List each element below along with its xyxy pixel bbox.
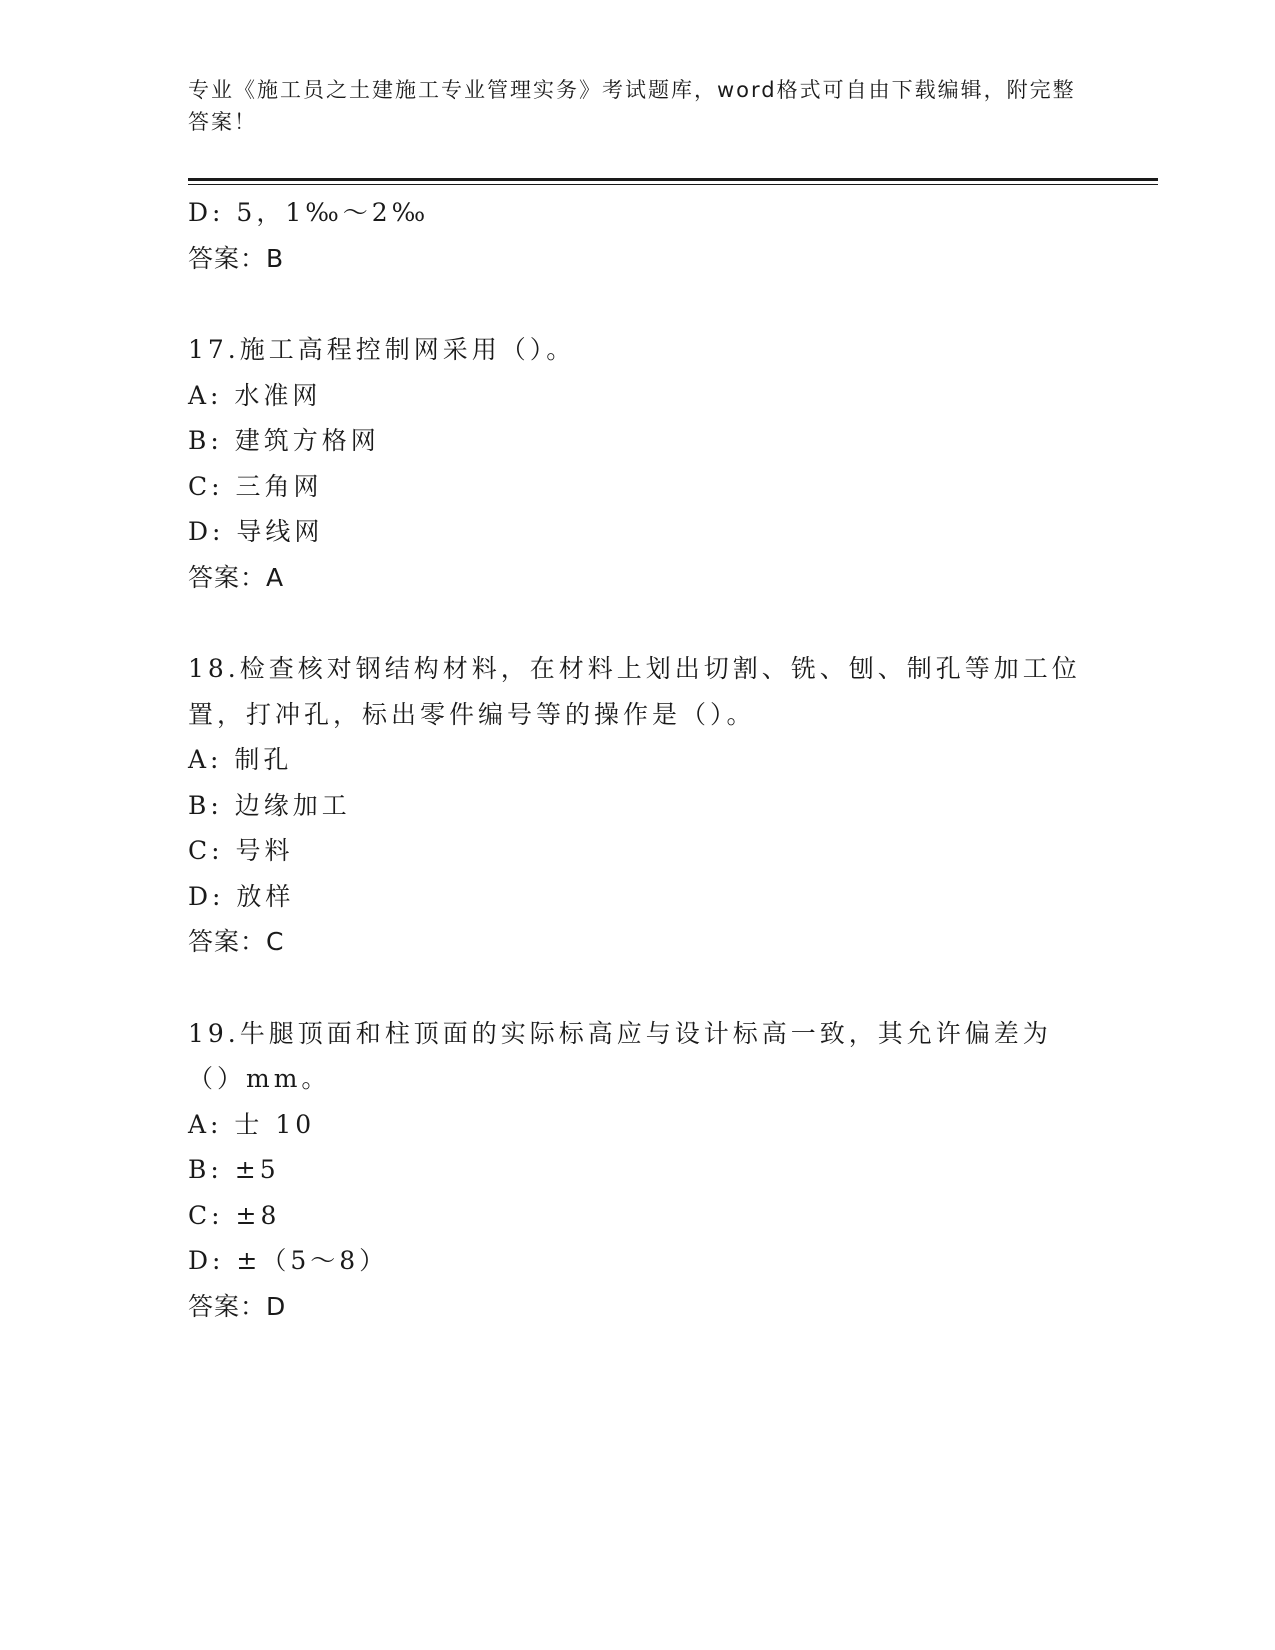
spacer <box>188 965 1088 1011</box>
option-a: A: 水准网 <box>188 380 322 410</box>
header-divider-thick <box>188 178 1158 181</box>
answer-text: 答案：D <box>188 1291 287 1321</box>
option-d: D: 5，1‰～2‰ <box>188 198 430 227</box>
option-c: C: ±8 <box>188 1200 281 1230</box>
question-stem: 18.检查核对钢结构材料，在材料上划出切割、铣、刨、制孔等加工位置，打冲孔，标出零件编号等的操作是（）。 <box>188 654 1081 729</box>
option-a: A: 士 10 <box>188 1109 316 1139</box>
question-19 <box>188 1011 1088 1330</box>
option-b: B: ±5 <box>188 1155 280 1184</box>
option-d: D: 放样 <box>188 881 295 911</box>
question-17 <box>188 327 1088 600</box>
question-stem: 19.牛腿顶面和柱顶面的实际标高应与设计标高一致，其允许偏差为（）mm。 <box>188 1018 1052 1093</box>
option-b: B: 建筑方格网 <box>188 426 380 455</box>
option-d: D: ±（5～8） <box>188 1246 389 1275</box>
spacer <box>188 600 1088 646</box>
header-divider-thin <box>188 184 1158 185</box>
answer-text: 答案：A <box>188 562 285 592</box>
option-a: A: 制孔 <box>188 745 293 774</box>
option-c: C: 三角网 <box>188 471 323 501</box>
option-d: D: 导线网 <box>188 517 324 546</box>
question-list <box>188 190 1088 1329</box>
answer-text: 答案：C <box>188 927 285 956</box>
document-header: 专业《施工员之土建施工专业管理实务》考试题库，word格式可自由下载编辑，附完整答案！ <box>188 78 1076 134</box>
question-stem: 17.施工高程控制网采用（）。 <box>188 335 576 364</box>
option-c: C: 号料 <box>188 836 294 865</box>
option-b: B: 边缘加工 <box>188 790 351 820</box>
answer-text: 答案：B <box>188 243 285 273</box>
question-18 <box>188 646 1088 965</box>
spacer <box>188 281 1088 327</box>
